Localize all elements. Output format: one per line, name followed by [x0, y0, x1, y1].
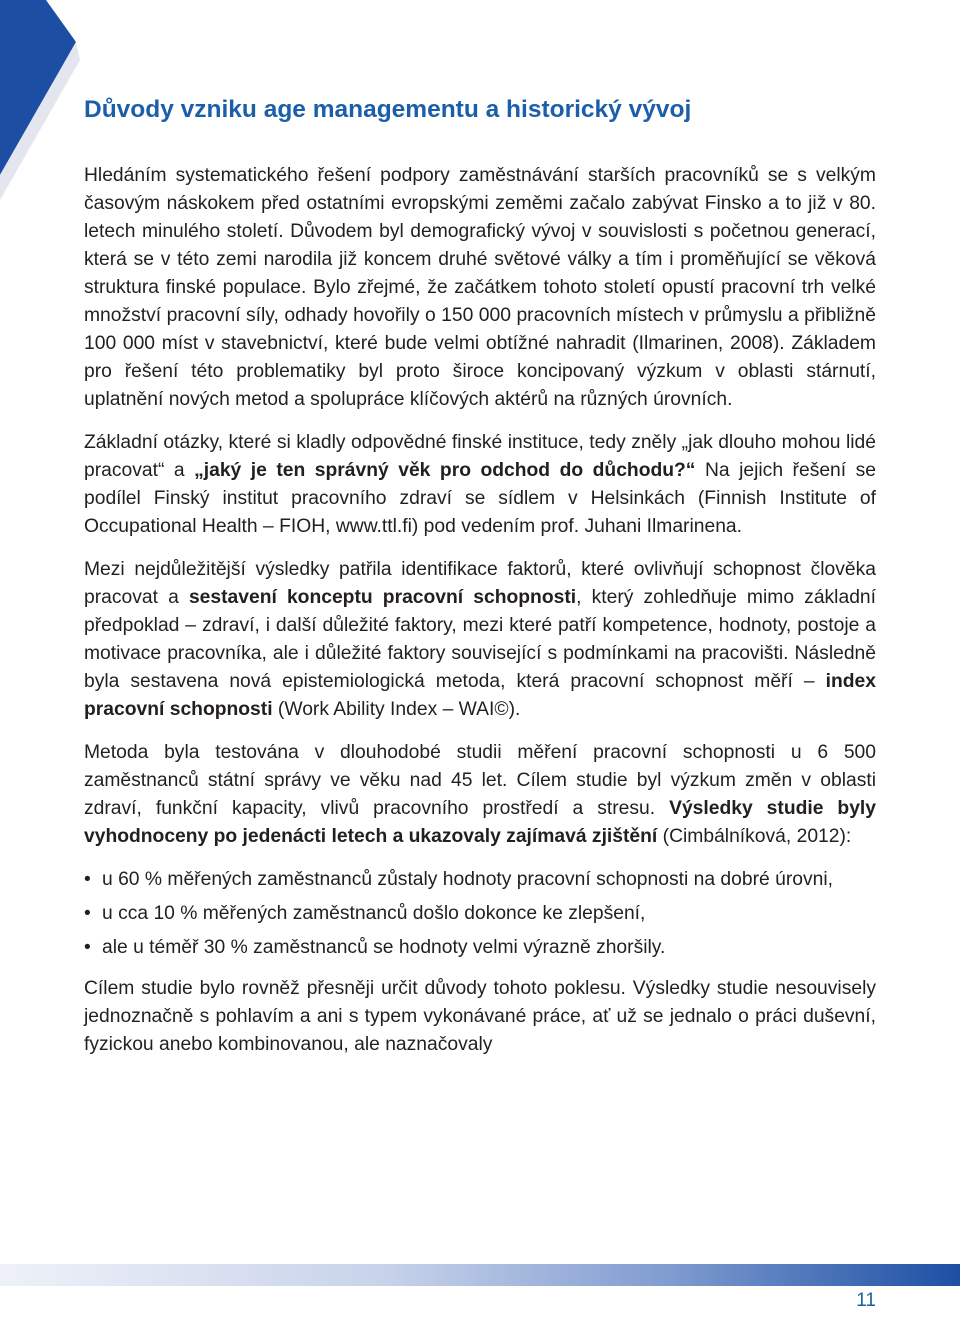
paragraph-text: (Work Ability Index – WAI©). [272, 699, 521, 720]
list-item: • u 60 % měřených zaměstnanců zůstaly hodnoty pracovní schopnosti na dobré úrovni, [84, 866, 876, 894]
paragraph [84, 739, 876, 851]
bold-phrase: Výsledky studie byly vyhodnoceny po jedenácti letech a ukazovaly zajímavá zjištění [84, 798, 877, 847]
paragraph-text: , který zohledňuje mimo základní předpoklad – zdraví, i další důležité faktory, mezi které patří kompetence, hodnoty, postoje a motivace pracovníka, ale i důležité faktory související s podmínkami na pracovišti. Následně byla sestavena nová epistemiologická metoda, která pracovní schopnost měří – [84, 587, 876, 692]
bold-phrase: „jaký je ten správný věk pro odchod do důchodu?“ [194, 460, 696, 481]
footer-gradient-bar [0, 1264, 960, 1286]
bold-phrase: index pracovní schopnosti [84, 671, 876, 720]
paragraph-text: (Cimbálníková, 2012): [657, 826, 852, 847]
corner-decoration [0, 0, 80, 200]
paragraph [84, 556, 876, 724]
page-title: Důvody vzniku age managementu a historický vývoj [84, 96, 692, 123]
paragraph-text: Na jejich řešení se podílel Finský institut pracovního zdraví se sídlem v Helsinkách (Finnish Institute of Occupational Health – FIOH, www.ttl.fi) pod vedením prof. Juhani Ilmarinena. [84, 460, 876, 537]
list-item: • ale u téměř 30 % zaměstnanců se hodnoty velmi výrazně zhoršily. [84, 934, 876, 962]
paragraph [84, 162, 876, 414]
paragraph-text: Mezi nejdůležitější výsledky patřila identifikace faktorů, které ovlivňují schopnost člověka pracovat a [84, 559, 876, 608]
results-list [84, 866, 876, 962]
paragraph: Cílem studie bylo rovněž přesněji určit důvody tohoto poklesu. Výsledky studie nesouvisely jednoznačně s pohlavím a ani s typem vykonávané práce, ať už se jednalo o práci duševní, fyzickou anebo kombinovanou, ale naznačovaly [84, 978, 876, 1055]
paragraph-text: Hledáním systematického řešení podpory zaměstnávání starších pracovníků se s velkým časovým náskokem před ostatními evropskými zeměmi začalo zabývat Finsko a to již v 80. letech minulého století. Důvodem byl demografický vývoj v souvislosti s početnou generací, která se v této zemi narodila již koncem druhé světové války a tím i proměňující se věková struktura finské populace. Bylo zřejmé, že začátkem tohoto století opustí pracovní trh velké množství pracovní síly, odhady hovořily o 150 000 pracovních místech v průmyslu a přibližně 100 000 míst v stavebnictví, které bude velmi obtížné nahradit (Ilmarinen, 2008). Základem pro řešení této problematiky byl proto široce koncipovaný výzkum v oblasti stárnutí, uplatnění nových metod a spolupráce klíčových aktérů na různých úrovních. [84, 165, 876, 410]
page-number: 11 [856, 1290, 876, 1311]
article-body [84, 162, 876, 1074]
list-item: • u cca 10 % měřených zaměstnanců došlo dokonce ke zlepšení, [84, 900, 876, 928]
paragraph [84, 429, 876, 541]
paragraph-text: Základní otázky, které si kladly odpovědné finské instituce, tedy zněly „jak dlouho mohou lidé pracovat“ a [84, 432, 876, 481]
bold-phrase: sestavení konceptu pracovní schopnosti [188, 587, 577, 608]
paragraph-text: Metoda byla testována v dlouhodobé studii měření pracovní schopnosti u 6 500 zaměstnanců státní správy ve věku nad 45 let. Cílem studie byl výzkum změn v oblasti zdraví, funkční kapacity, vlivů pracovního prostředí a stresu. [84, 742, 876, 819]
